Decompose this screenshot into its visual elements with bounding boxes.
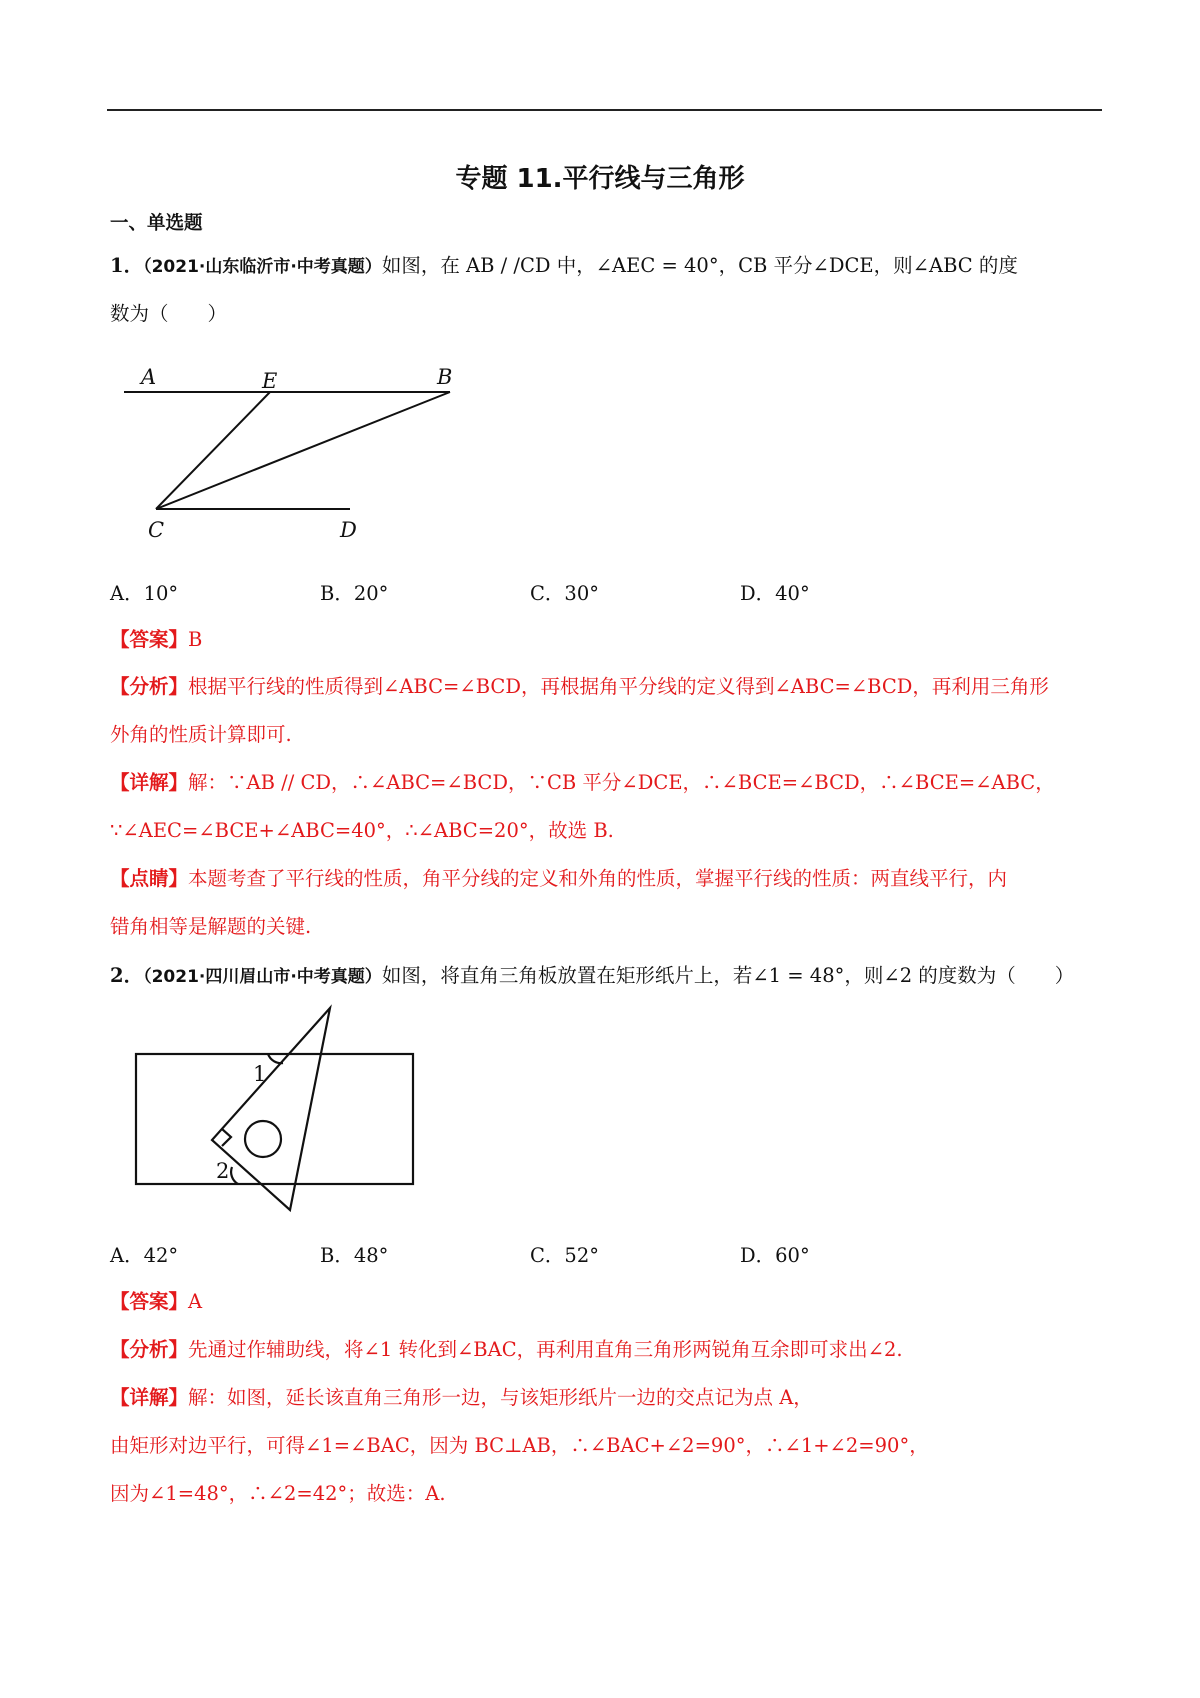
q2-detail-line1 [110, 1386, 813, 1409]
q2-option-d: D．60° [740, 1244, 810, 1267]
q1-analysis-text: 根据平行线的性质得到∠ABC=∠BCD，再根据角平分线的定义得到∠ABC=∠BCD，再利用三角形 [188, 675, 1049, 698]
q1-option-a: A．10° [110, 582, 179, 605]
q2-detail-text: 解：如图，延长该直角三角形一边，与该矩形纸片一边的交点记为点 A， [188, 1386, 813, 1409]
label-e: E [262, 369, 278, 393]
q1-detail-text: 解：∵AB // CD，∴∠ABC=∠BCD，∵CB 平分∠DCE，∴∠BCE=∠BCD，∴∠BCE=∠ABC， [188, 771, 1055, 794]
q2-analysis [110, 1338, 903, 1361]
q1-answer-tag: 【答案】 [110, 628, 189, 651]
set-square [212, 1008, 330, 1210]
q2-analysis-text: 先通过作辅助线，将∠1 转化到∠BAC，再利用直角三角形两锐角互余即可求出∠2. [188, 1338, 903, 1361]
q2-detail-tag: 【详解】 [110, 1386, 189, 1409]
paper-rectangle [136, 1054, 413, 1184]
q1-option-d: D．40° [740, 582, 810, 605]
q2-answer-tag: 【答案】 [110, 1290, 189, 1313]
q1-comment-tag: 【点睛】 [110, 867, 189, 890]
q2-stem-text: 如图，将直角三角板放置在矩形纸片上，若∠1 = 48°，则∠2 的度数为（ ） [381, 964, 1075, 987]
set-square-hole [245, 1121, 281, 1157]
q1-stem-text: 如图，在 AB / /CD 中，∠AEC = 40°，CB 平分∠DCE，则∠ABC 的度 [381, 254, 1018, 277]
section-heading: 一、单选题 [110, 213, 203, 234]
angle-2-arc [231, 1167, 238, 1184]
label-b: B [437, 365, 453, 389]
q2-analysis-tag: 【分析】 [110, 1338, 189, 1361]
q2-option-b: B．48° [320, 1244, 389, 1267]
q1-comment-line2: 错角相等是解题的关键. [110, 915, 312, 938]
q2-option-c: C．52° [530, 1244, 599, 1267]
q2-detail-line3: 因为∠1=48°，∴∠2=42°；故选：A. [110, 1482, 446, 1505]
q1-option-b: B．20° [320, 582, 389, 605]
q1-option-c: C．30° [530, 582, 599, 605]
q1-detail-line2: ∵∠AEC=∠BCE+∠ABC=40°，∴∠ABC=20°，故选 B. [110, 819, 614, 842]
page-title: 专题 11.平行线与三角形 [455, 164, 745, 194]
q2-number: 2． [110, 964, 144, 987]
q1-number: 1． [110, 254, 144, 277]
q2-source: （2021·四川眉山市·中考真题） [143, 967, 382, 987]
q1-analysis-line2: 外角的性质计算即可. [110, 723, 292, 746]
right-angle-mark [222, 1129, 231, 1146]
q1-detail-tag: 【详解】 [110, 771, 189, 794]
q1-comment-text: 本题考查了平行线的性质，角平分线的定义和外角的性质，掌握平行线的性质：两直线平行，内 [188, 867, 1008, 890]
label-angle-1: 1 [253, 1062, 267, 1086]
label-angle-2: 2 [216, 1159, 230, 1183]
label-a: A [141, 365, 157, 389]
q1-analysis-tag: 【分析】 [110, 675, 189, 698]
q1-stem-line2: 数为（ ） [110, 302, 228, 325]
q2-answer [110, 1290, 202, 1313]
q2-answer-value: A [188, 1290, 203, 1313]
label-d: D [340, 518, 357, 542]
q1-answer-value: B [188, 628, 203, 651]
q1-source: （2021·山东临沂市·中考真题） [143, 257, 382, 277]
label-c: C [148, 518, 165, 542]
q2-option-a: A．42° [110, 1244, 179, 1267]
q2-detail-line2: 由矩形对边平行，可得∠1=∠BAC，因为 BC⊥AB，∴∠BAC+∠2=90°，∴∠1+∠2=90°， [110, 1434, 929, 1457]
